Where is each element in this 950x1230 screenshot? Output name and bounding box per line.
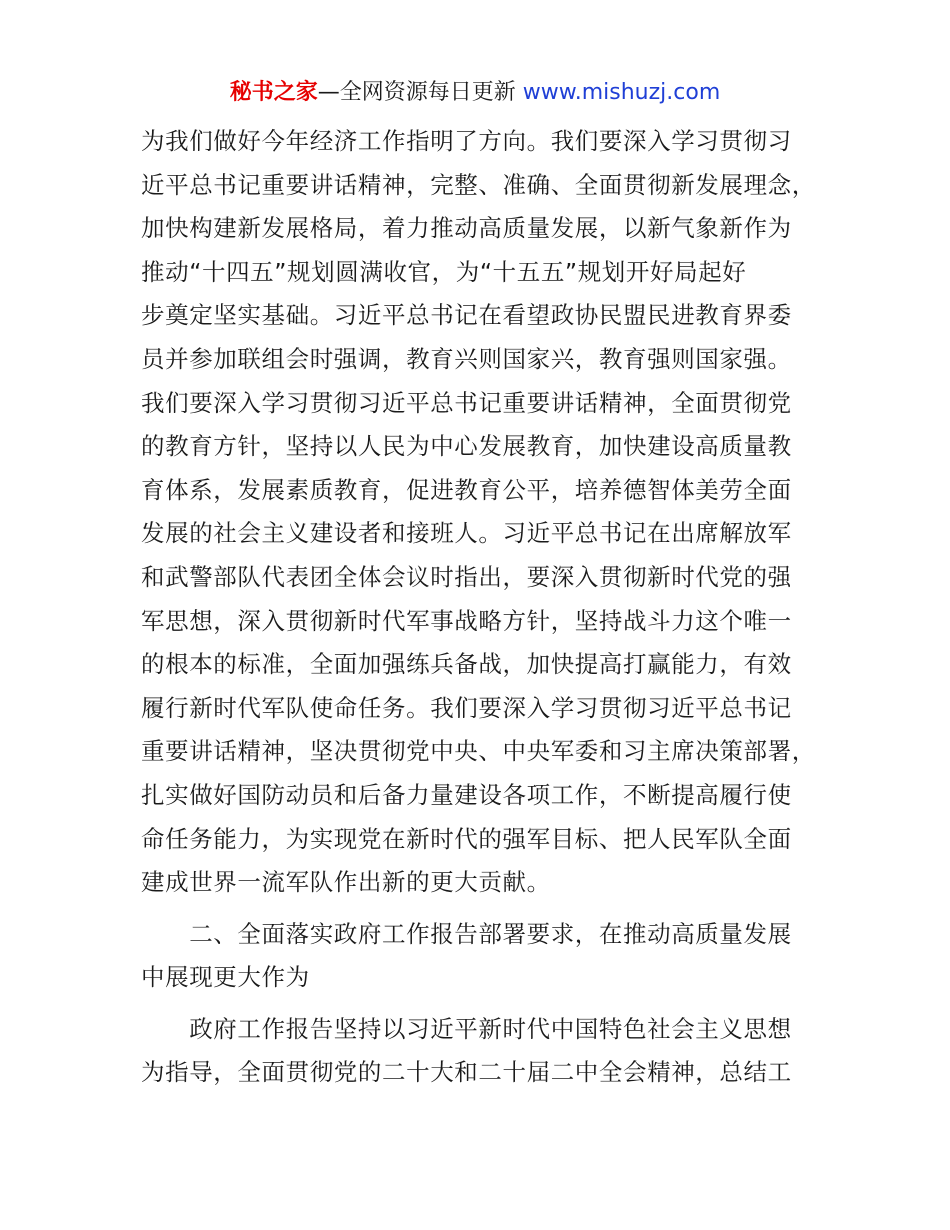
text-line: 近平总书记重要讲话精神，完整、准确、全面贯彻新发展理念， [141,170,816,199]
text-line: 加快构建新发展格局，着力推动高质量发展，以新气象新作为 [141,214,792,243]
text-line: 扎实做好国防动员和后备力量建设各项工作，不断提高履行使 [141,780,792,809]
text-line: 为指导，全面贯彻党的二十大和二十届二中全会精神，总结工 [141,1058,792,1087]
text-line: 的教育方针，坚持以人民为中心发展教育，加快建设高质量教 [141,432,792,461]
text-line: 建成世界一流军队作出新的更大贡献。 [141,868,551,897]
paragraph-spacer [141,1000,841,1008]
text-line: 员并参加联组会时强调，教育兴则国家兴，教育强则国家强。 [141,344,792,373]
site-brand: 秘书之家 [229,80,318,105]
paragraph-spacer [141,905,841,913]
text-line: 推动“十四五”规划圆满收官，为“十五五”规划开好局起好 [141,257,747,286]
text-line: 重要讲话精神，坚决贯彻党中央、中央军委和习主席决策部署， [141,737,816,766]
text-line: 和武警部队代表团全体会议时指出，要深入贯彻新时代党的强 [141,562,792,591]
text-line: 命任务能力，为实现党在新时代的强军目标、把人民军队全面 [141,824,792,853]
text-line: 发展的社会主义建设者和接班人。习近平总书记在出席解放军 [141,519,792,548]
site-tagline: —全网资源每日更新 [317,80,523,105]
text-line: 育体系，发展素质教育，促进教育公平，培养德智体美劳全面 [141,475,792,504]
heading-line: 二、全面落实政府工作报告部署要求，在推动高质量发展 [141,919,792,948]
text-line: 军思想，深入贯彻新时代军事战略方针，坚持战斗力这个唯一 [141,606,792,635]
paragraph-education-military [141,120,841,905]
text-line: 我们要深入学习贯彻习近平总书记重要讲话精神，全面贯彻党 [141,388,792,417]
text-line: 为我们做好今年经济工作指明了方向。我们要深入学习贯彻习 [141,127,792,155]
document-body [141,120,841,1095]
text-line: 步奠定坚实基础。习近平总书记在看望政协民盟民进教育界委 [141,301,792,330]
heading-line: 中展现更大作为 [141,963,310,992]
text-line: 的根本的标准，全面加强练兵备战，加快提高打赢能力，有效 [141,650,792,679]
site-header [0,78,950,108]
site-url-link[interactable]: www.mishuzj.com [522,80,721,105]
text-line: 履行新时代军队使命任务。我们要深入学习贯彻习近平总书记 [141,693,792,722]
section-heading-two [141,913,841,1000]
paragraph-government-report [141,1008,841,1095]
text-line: 政府工作报告坚持以习近平新时代中国特色社会主义思想 [141,1014,792,1043]
